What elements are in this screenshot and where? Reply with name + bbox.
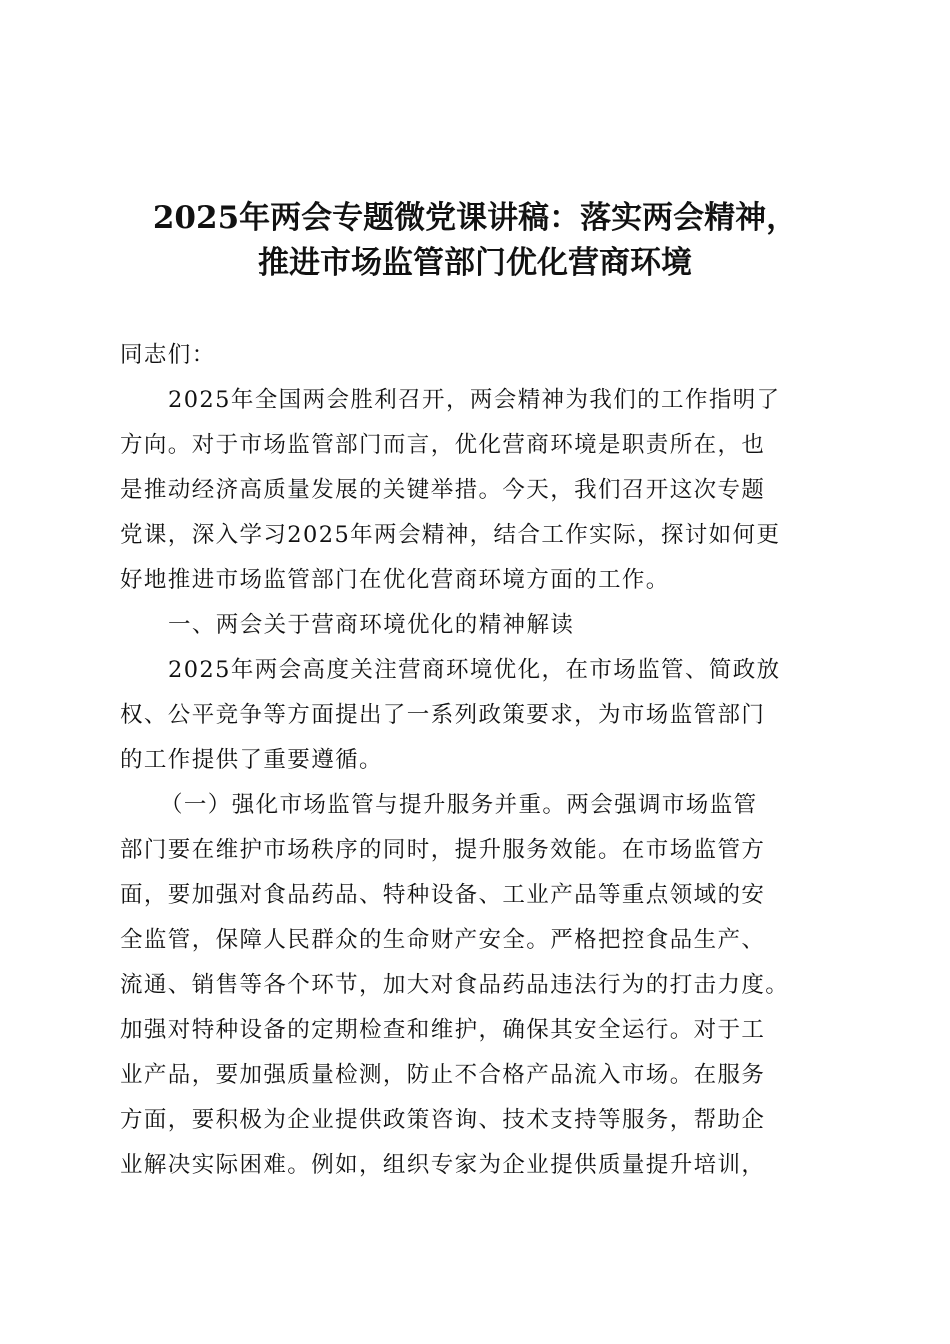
paragraph-1-line: 方向。对于市场监管部门而言，优化营商环境是职责所在，也 [120, 432, 766, 458]
paragraph-1-line: 好地推进市场监管部门在优化营商环境方面的工作。 [120, 567, 670, 593]
paragraph-3-line: （一）强化市场监管与提升服务并重。两会强调市场监管 [160, 792, 758, 818]
paragraph-2-line: 2025年两会高度关注营商环境优化，在市场监管、简政放 [168, 657, 781, 683]
paragraph-3-line: 业解决实际困难。例如，组织专家为企业提供质量提升培训， [120, 1152, 766, 1178]
paragraph-3-line: 部门要在维护市场秩序的同时，提升服务效能。在市场监管方 [120, 837, 766, 863]
paragraph-2-line: 权、公平竞争等方面提出了一系列政策要求，为市场监管部门 [120, 702, 766, 728]
paragraph-3-line: 面，要加强对食品药品、特种设备、工业产品等重点领域的安 [120, 882, 766, 908]
paragraph-3-line: 业产品，要加强质量检测，防止不合格产品流入市场。在服务 [120, 1062, 766, 1088]
paragraph-2-line: 的工作提供了重要遵循。 [120, 747, 383, 773]
document-title-line-1: 2025年两会专题微党课讲稿：落实两会精神， [152, 200, 798, 236]
salutation: 同志们： [120, 342, 216, 368]
paragraph-3-line: 全监管，保障人民群众的生命财产安全。严格把控食品生产、 [120, 927, 766, 953]
section-heading-1: 一、两会关于营商环境优化的精神解读 [168, 612, 575, 638]
paragraph-3-line: 方面，要积极为企业提供政策咨询、技术支持等服务，帮助企 [120, 1107, 766, 1133]
paragraph-3-line: 流通、销售等各个环节，加大对食品药品违法行为的打击力度。 [120, 972, 790, 998]
paragraph-1-line: 是推动经济高质量发展的关键举措。今天，我们召开这次专题 [120, 477, 766, 503]
paragraph-3-line: 加强对特种设备的定期检查和维护，确保其安全运行。对于工 [120, 1017, 766, 1043]
paragraph-1-line: 党课，深入学习2025年两会精神，结合工作实际，探讨如何更 [120, 522, 781, 548]
paragraph-1-line: 2025年全国两会胜利召开，两会精神为我们的工作指明了 [168, 387, 781, 413]
document-title-line-2: 推进市场监管部门优化营商环境 [258, 245, 692, 281]
